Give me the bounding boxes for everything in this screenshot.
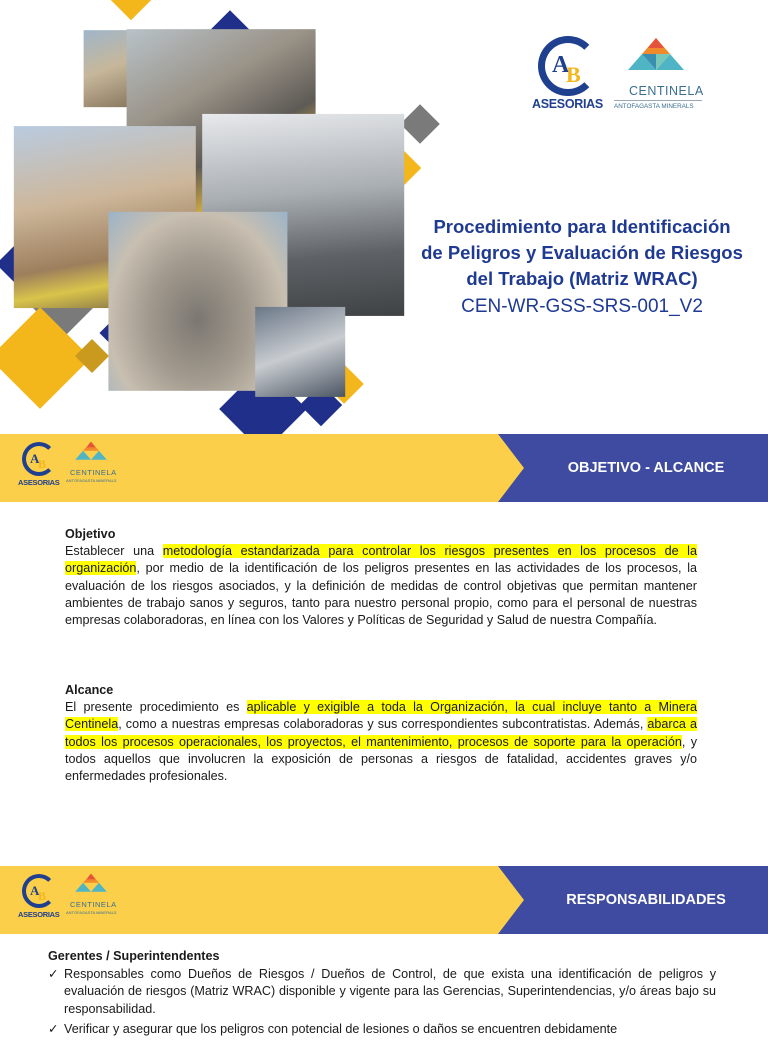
text-run: El presente procedimiento es bbox=[65, 700, 247, 715]
cab-asesorias-logo bbox=[532, 34, 606, 114]
cab-letter-a: A bbox=[552, 52, 570, 78]
alcance-paragraph bbox=[65, 699, 697, 785]
centinela-mountain-icon bbox=[74, 872, 108, 898]
cab-letter-b: B bbox=[38, 457, 47, 471]
centinela-logo-small bbox=[64, 440, 120, 494]
check-icon: ✓ bbox=[48, 967, 59, 982]
cover-title-line: de Peligros y Evaluación de Riesgos bbox=[421, 242, 743, 263]
section-title: OBJETIVO - ALCANCE bbox=[567, 460, 725, 476]
text-run: , como a nuestras empresas colaboradoras y sus correspondientes subcontratistas. Además, bbox=[118, 717, 648, 732]
cover-title-line: Procedimiento para Identificación bbox=[433, 216, 731, 237]
objetivo-paragraph bbox=[65, 543, 697, 629]
centinela-wordmark: CENTINELA bbox=[629, 84, 704, 98]
cover-title-line: del Trabajo (Matriz WRAC) bbox=[466, 268, 698, 289]
centinela-subtitle: ANTOFAGASTA MINERALS bbox=[66, 478, 117, 483]
section-header-band bbox=[0, 434, 768, 502]
centinela-logo-small bbox=[64, 872, 120, 926]
cover-slide bbox=[0, 0, 768, 432]
cab-letter-a: A bbox=[30, 883, 40, 898]
highlighted-text: metodología estandarizada para controlar los riesgos presentes en los procesos de la organización bbox=[65, 544, 697, 576]
cab-letter-b: B bbox=[38, 889, 47, 903]
objetivo-heading: Objetivo bbox=[65, 527, 116, 541]
mining-photo-plant bbox=[258, 310, 343, 395]
list-item-text: Responsables como Dueños de Riesgos / Dueños de Control, de que exista una identificación de peligros y evaluación de riesgos (Matriz WRAC) disponible y vigente para las Gerencias, Superintendencias, y/o áreas bajo su responsabilidad. bbox=[64, 967, 716, 1016]
objetivo-section bbox=[65, 526, 697, 629]
section-header-band bbox=[0, 866, 768, 934]
highlighted-text: aplicable y exigible a toda la Organización, la cual incluye tanto a Minera Centinela bbox=[65, 700, 697, 732]
deco-tile-yellow bbox=[110, 0, 152, 20]
list-item bbox=[48, 966, 716, 1018]
text-run: Establecer una bbox=[65, 544, 163, 559]
check-icon: ✓ bbox=[48, 1021, 59, 1036]
cab-wordmark: ASESORIAS bbox=[18, 478, 60, 487]
centinela-divider bbox=[614, 100, 702, 101]
centinela-wordmark: CENTINELA bbox=[70, 468, 117, 477]
cover-title bbox=[408, 214, 756, 292]
cab-letter-b: B bbox=[566, 62, 581, 87]
list-item-text: Verificar y asegurar que los peligros con potencial de lesiones o daños se encuentren debidamente bbox=[64, 1021, 618, 1036]
text-run: , por medio de la identificación de los peligros presentes en las actividades de los procesos, la evaluación de los riesgos asociados, y la definición de medidas de control objetivas que permitan mantener ambientes de trabajo sanos y seguros, tanto para nuestro personal propio, como para el personal de nuestras empresas colaboradoras, en línea con los Valores y Políticas de Seguridad y Salud de nuestra Compañía. bbox=[65, 561, 697, 628]
cab-wordmark: ASESORIAS bbox=[532, 97, 603, 111]
centinela-mountain-icon bbox=[74, 440, 108, 466]
centinela-logo bbox=[612, 34, 704, 114]
alcance-section bbox=[65, 682, 697, 785]
group-heading: Gerentes / Superintendentes bbox=[48, 949, 220, 963]
centinela-mountain-icon bbox=[626, 36, 686, 80]
centinela-subtitle: ANTOFAGASTA MINERALS bbox=[614, 103, 694, 110]
deco-tile-gray bbox=[400, 104, 440, 144]
cab-letter-a: A bbox=[30, 451, 40, 466]
cab-wordmark: ASESORIAS bbox=[18, 910, 60, 919]
responsibility-list bbox=[48, 966, 716, 1038]
list-item bbox=[48, 1021, 716, 1038]
centinela-wordmark: CENTINELA bbox=[70, 900, 117, 909]
document-code: CEN-WR-GSS-SRS-001_V2 bbox=[461, 296, 703, 317]
section-title: RESPONSABILIDADES bbox=[566, 892, 726, 908]
cab-asesorias-logo-small bbox=[18, 442, 60, 492]
text-run: , y todos aquellos que involucren la exposición de personas a riesgos de fatalidad, accidentes graves y/o enfermedades profesionales. bbox=[65, 734, 697, 784]
highlighted-text: abarca a todos los procesos operacionales, los proyectos, el mantenimiento, procesos de soporte para la operación bbox=[65, 717, 698, 749]
alcance-heading: Alcance bbox=[65, 683, 114, 697]
cab-asesorias-logo-small bbox=[18, 874, 60, 924]
responsabilidades-section bbox=[48, 948, 716, 1041]
centinela-subtitle: ANTOFAGASTA MINERALS bbox=[66, 910, 117, 915]
